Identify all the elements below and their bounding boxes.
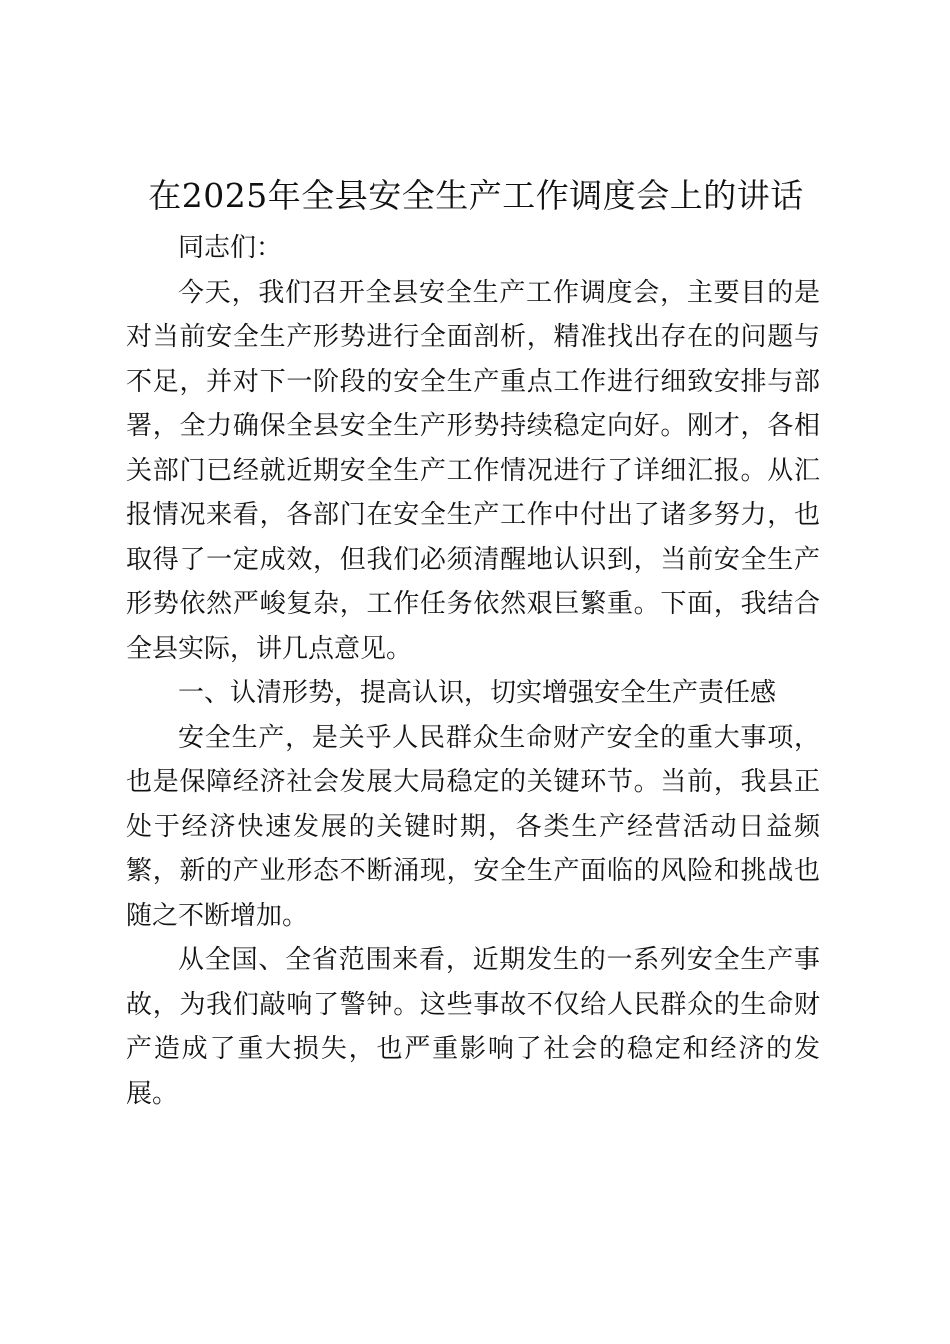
- section-heading-1: 一、认清形势，提高认识，切实增强安全生产责任感: [178, 678, 777, 708]
- paragraph-2: 从全国、全省范围来看，近期发生的一系列安全生产事故，为我们敲响了警钟。这些事故不仅给人民群众的生命财产造成了重大损失，也严重影响了社会的稳定和经济的发展。: [126, 945, 820, 1109]
- salutation: 同志们：: [178, 233, 283, 263]
- document-body: [126, 226, 820, 1116]
- paragraph-1: 安全生产，是关乎人民群众生命财产安全的重大事项，也是保障经济社会发展大局稳定的关键环节。当前，我县正处于经济快速发展的关键时期，各类生产经营活动日益频繁，新的产业形态不断涌现，安全生产面临的风险和挑战也随之不断增加。: [126, 722, 820, 931]
- paragraph-intro: 今天，我们召开全县安全生产工作调度会，主要目的是对当前安全生产形势进行全面剖析，精准找出存在的问题与不足，并对下一阶段的安全生产重点工作进行细致安排与部署，全力确保全县安全生产形势持续稳定向好。刚才，各相关部门已经就近期安全生产工作情况进行了详细汇报。从汇报情况来看，各部门在安全生产工作中付出了诸多努力，也取得了一定成效，但我们必须清醒地认识到，当前安全生产形势依然严峻复杂，工作任务依然艰巨繁重。下面，我结合全县实际，讲几点意见。: [126, 277, 820, 664]
- document-title: 在2025年全县安全生产工作调度会上的讲话: [148, 176, 804, 215]
